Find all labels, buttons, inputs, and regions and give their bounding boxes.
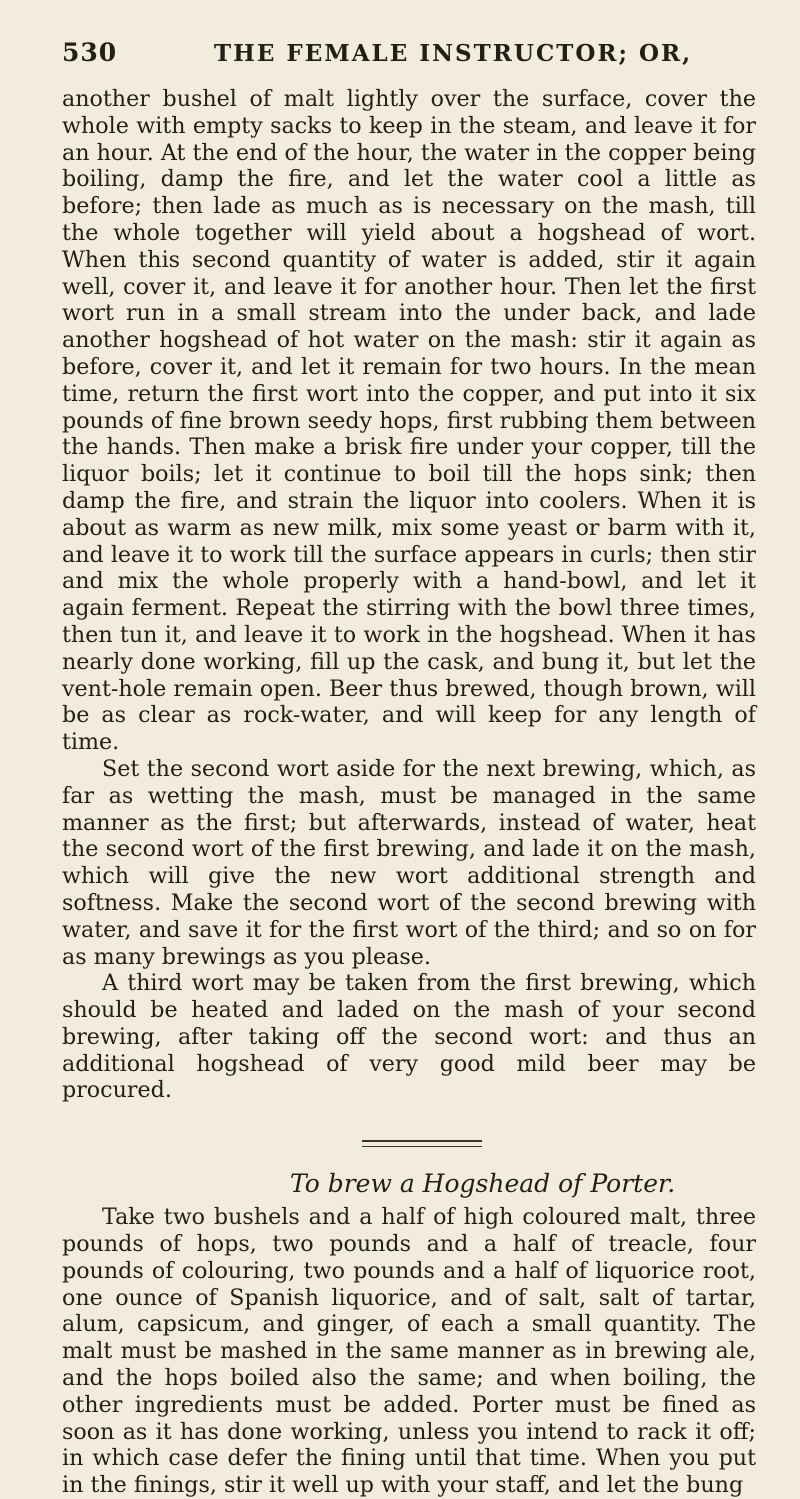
page-header xyxy=(62,38,756,74)
section-divider xyxy=(362,1140,482,1147)
paragraph-porter: Take two bushels and a half of high coloured malt, three pounds of hops, two pounds and a half of treacle, four pounds of colouring, two pounds and a half of liquorice root, one ounce of Spanish liquorice, and of salt, salt of tartar, alum, capsicum, and ginger, of each a small quantity. The malt must be mashed in the same manner as in brewing ale, and the hops boiled also the same; and when boiling, the other ingredients must be added. Porter must be fined as soon as it has done working, unless you intend to rack it off; in which case defer the fining until that time. When you put in the finings, stir it well up with your staff, and let the bung xyxy=(62,1204,756,1499)
paragraph-second-wort: Set the second wort aside for the next brewing, which, as far as wetting the mash, must be managed in the same manner as the first; but afterwards, instead of water, heat the second wort of the first brewing, and lade it on the mash, which will give the new wort additional strength and softness. Make the second wort of the second brewing with water, and save it for the first wort of the third; and so on for as many brewings as you please. xyxy=(62,755,756,970)
running-title: THE FEMALE INSTRUCTOR; OR, xyxy=(214,40,693,67)
paragraph-ale-continued: another bushel of malt lightly over the surface, cover the whole with empty sacks to keep in the steam, and leave it for an hour. At the end of the hour, the water in the copper being boiling, damp the fire, and let the water cool a little as before; then lade as much as is necessary on the mash, till the whole together will yield about a hogshead of wort. When this second quantity of water is added, stir it again well, cover it, and leave it for another hour. Then let the first wort run in a small stream into the under back, and lade another hogshead of hot water on the mash: stir it again as before, cover it, and let it remain for two hours. In the mean time, return the first wort into the copper, and put into it six pounds of fine brown seedy hops, first rubbing them between the hands. Then make a brisk fire under your copper, till the liquor boils; let it continue to boil till the hops sink; then damp the fire, and strain the liquor into coolers. When it is about as warm as new milk, mix some yeast or barm with it, and leave it to work till the surface appears in curls; then stir and mix the whole properly with a hand-bowl, and let it again ferment. Repeat the stirring with the bowl three times, then tun it, and leave it to work in the hogshead. When it has nearly done working, fill up the cask, and bung it, but let the vent-hole remain open. Beer thus brewed, though brown, will be as clear as rock-water, and will keep for any length of time. xyxy=(62,86,756,756)
page-number: 530 xyxy=(62,38,118,67)
section-title: To brew a Hogshead of Porter. xyxy=(290,1169,676,1199)
paragraph-third-wort: A third wort may be taken from the first brewing, which should be heated and laded on the mash of your second brewing, after taking off the second wort: and thus an additional hogshead of very good mild beer may be procured. xyxy=(62,970,756,1104)
